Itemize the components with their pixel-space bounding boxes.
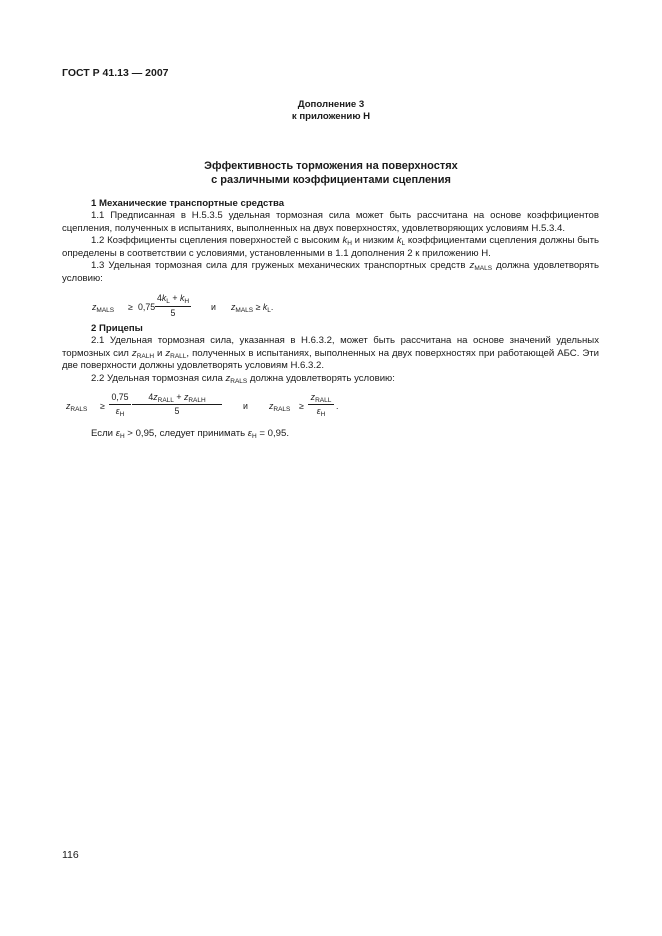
formula-rals: $z_{RALS}$ ≥ 0,75 $\varepsilon_H$ $4z_{RALL} + z_{RALH}$ 5 и $z_{RALS}$ ≥ $z_{RALL}$ $\varepsilon_H$ . [66,393,366,423]
section2-body [62,335,599,385]
paragraph-1-1: 1.1 Предписанная в Н.5.3.5 удельная тормозная сила может быть рассчитана на основе коэффициентов сцепления, полученных в испытаниях, выполненных на двух поверхностях, удовлетворяющих условиям Н.5.3.4. [62,210,599,234]
page-number: 116 [62,849,79,861]
epsilon-note: Если $\varepsilon_H > 0,95$, следует принимать $\varepsilon_H = 0,95$. [91,428,289,440]
section1-body [62,210,599,285]
formula-rals-fraction-2: $4z_{RALL} + z_{RALH}$ 5 [132,393,222,421]
addendum-label: Дополнение 3 [297,99,365,110]
document-header: ГОСТ Р 41.13 — 2007 [62,67,169,79]
paragraph-2-2: 2.2 Удельная тормозная сила $z_{RALS}$ должна удовлетворять условию: [91,372,395,385]
section-title-line2: с различными коэффициентами сцепления [211,174,451,186]
section2-heading: 2 Прицепы [91,323,143,334]
paragraph-2-1: 2.1 Удельная тормозная сила, указанная в Н.6.3.2, может быть рассчитана на основе значений удельных тормозных сил $z_{RALH}$ и $z_{RALL}$, полученных в испытаниях, выполненных на двух поверхностях при работающей АБС. Эти две поверхности должны удовлетворять условиям Н.6.3.2. [62,335,599,371]
formula-rals-fraction-1: 0,75 $\varepsilon_H$ [109,393,131,421]
paragraph-1-3: 1.3 Удельная тормозная сила для груженых механических транспортных средств $z_{MALS}$ должна удовлетворять условию: [62,260,599,284]
section1-heading: 1 Механические транспортные средства [91,198,285,209]
paragraph-1-2: 1.2 Коэффициенты сцепления поверхностей с высоким $k_H$ и низким $k_L$ коэффициентами сцепления должны быть определены в соответствии с условиями, установленными в 1.1 дополнения 2 к приложению Н. [62,235,600,259]
addendum-reference: к приложению Н [291,111,371,122]
formula-mals-fraction: $4k_L + k_H$ 5 [156,293,190,318]
formula-mals: $z_{MALS}$ ≥ 0,75 $4k_L + k_H$ 5 и $z_{MALS} \ge k_L$. [92,294,392,324]
formula-rals-fraction-3: $z_{RALL}$ $\varepsilon_H$ [308,393,334,421]
section-title-line1: Эффективность торможения на поверхностях [204,160,458,172]
